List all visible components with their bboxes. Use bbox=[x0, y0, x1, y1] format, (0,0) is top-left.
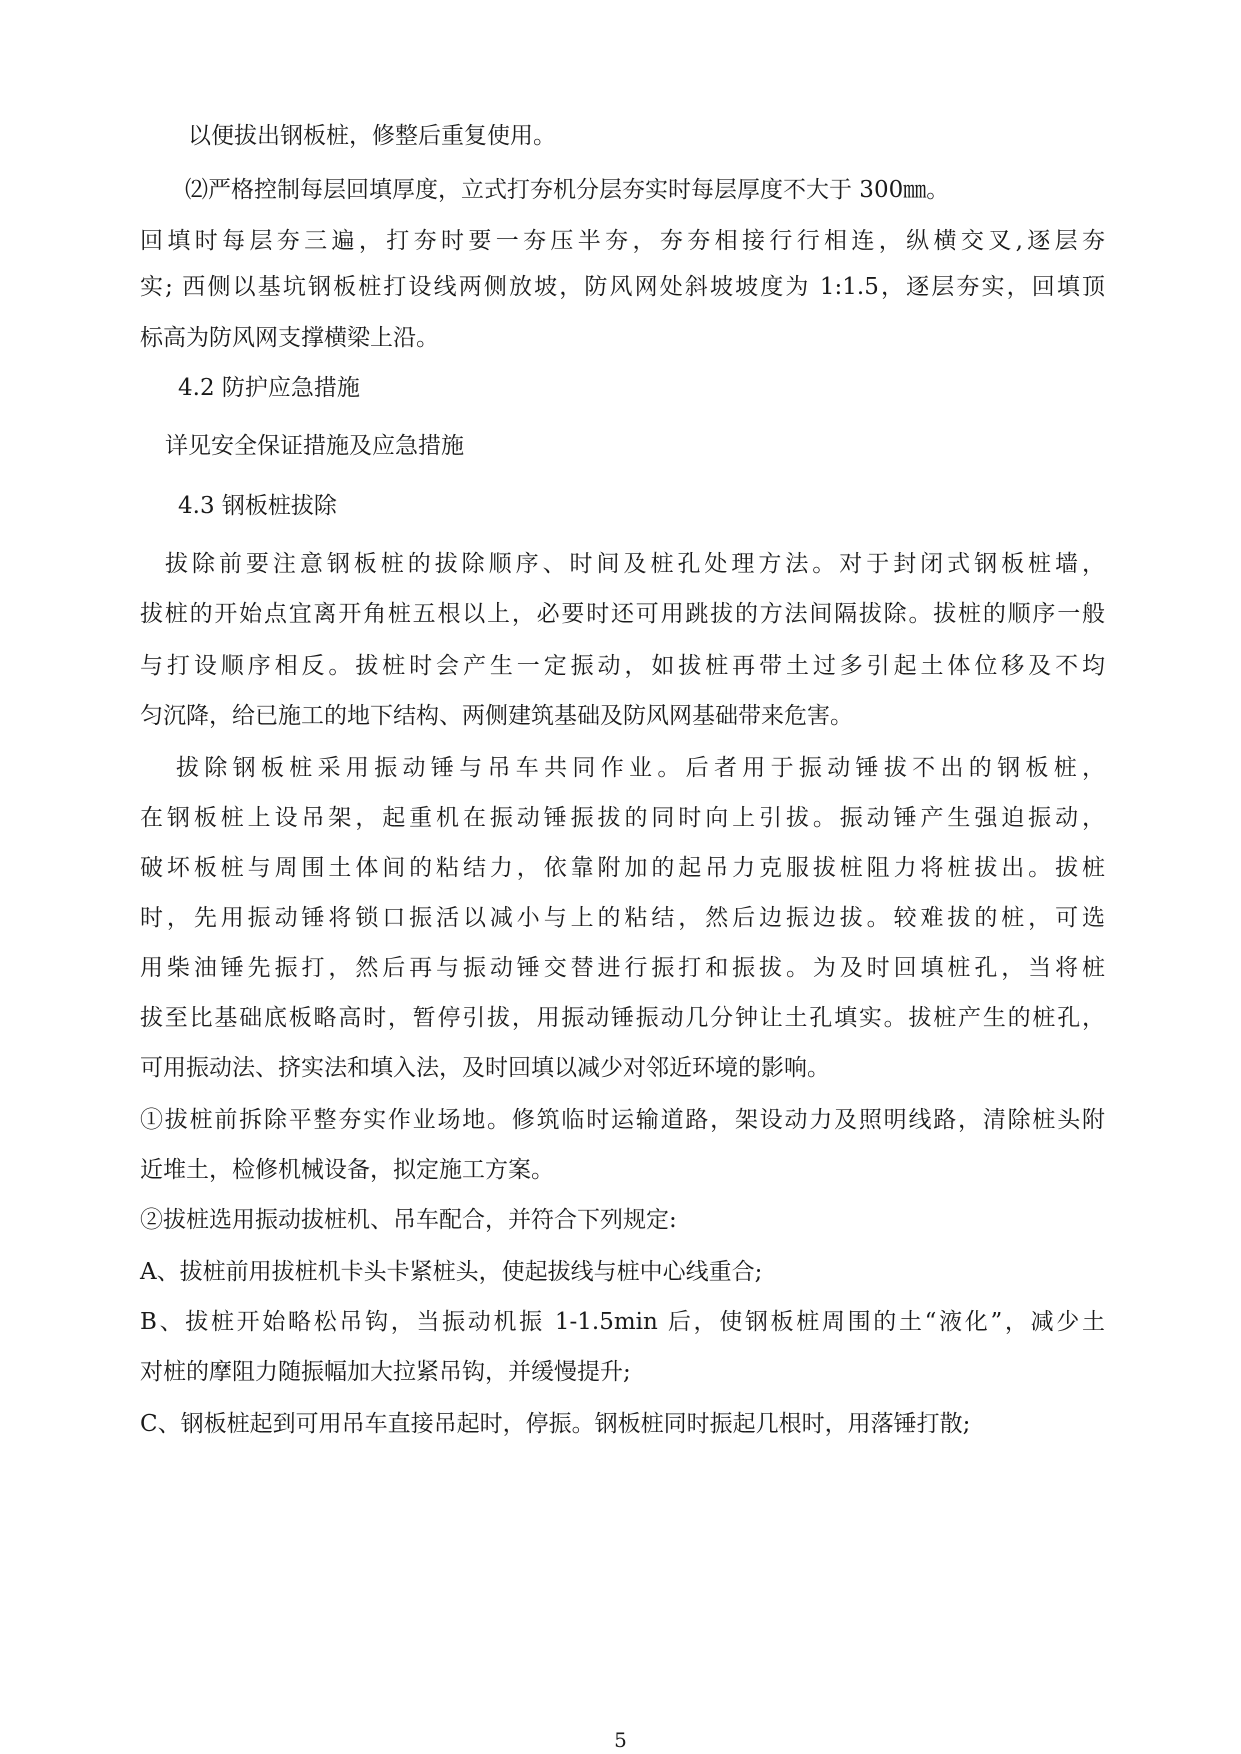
paragraph-line: 与打设顺序相反。拔桩时会产生一定振动，如拔桩再带土过多引起土体位移及不均 bbox=[140, 653, 1105, 679]
paragraph-line: 拔桩的开始点宜离开角桩五根以上，必要时还可用跳拔的方法间隔拔除。拔桩的顺序一般 bbox=[140, 601, 1105, 627]
section-heading: 4.3 钢板桩拔除 bbox=[178, 493, 337, 519]
list-item: B、拔桩开始略松吊钩，当振动机振 1-1.5min 后，使钢板桩周围的土“液化”，减少土 bbox=[140, 1309, 1105, 1335]
paragraph-line: 标高为防风网支撑横梁上沿。 bbox=[140, 325, 439, 351]
paragraph-line: 实; 西侧以基坑钢板桩打设线两侧放坡，防风网处斜坡坡度为 1:1.5，逐层夯实，回填顶 bbox=[140, 274, 1105, 300]
paragraph-line: 时，先用振动锤将锁口振活以减小与上的粘结，然后边振边拔。较难拔的桩，可选 bbox=[140, 905, 1105, 931]
list-item: ②拔桩选用振动拔桩机、吊车配合，并符合下列规定: bbox=[140, 1207, 677, 1233]
paragraph-line: 用柴油锤先振打，然后再与振动锤交替进行振打和振拔。为及时回填桩孔，当将桩 bbox=[140, 955, 1105, 981]
list-item-continuation: 对桩的摩阻力随振幅加大拉紧吊钩，并缓慢提升; bbox=[140, 1359, 631, 1385]
paragraph-line: 拔除钢板桩采用振动锤与吊车共同作业。后者用于振动锤拔不出的钢板桩， bbox=[176, 755, 1105, 781]
paragraph-line: 拔除前要注意钢板桩的拔除顺序、时间及桩孔处理方法。对于封闭式钢板桩墙， bbox=[165, 551, 1105, 577]
paragraph-line: ⑵严格控制每层回填厚度，立式打夯机分层夯实时每层厚度不大于 300㎜。 bbox=[185, 177, 950, 203]
section-heading: 4.2 防护应急措施 bbox=[178, 375, 360, 401]
list-item: ①拔桩前拆除平整夯实作业场地。修筑临时运输道路，架设动力及照明线路，清除桩头附 bbox=[140, 1107, 1105, 1133]
page-number: 5 bbox=[614, 1728, 627, 1752]
list-item: A、拔桩前用拔桩机卡头卡紧桩头，使起拔线与桩中心线重合; bbox=[140, 1259, 763, 1285]
paragraph-line: 拔至比基础底板略高时，暂停引拔，用振动锤振动几分钟让土孔填实。拔桩产生的桩孔， bbox=[140, 1005, 1105, 1031]
paragraph-line: 以便拔出钢板桩，修整后重复使用。 bbox=[188, 123, 556, 149]
list-item: C、钢板桩起到可用吊车直接吊起时，停振。钢板桩同时振起几根时，用落锤打散; bbox=[140, 1411, 971, 1437]
paragraph-line: 匀沉降，给已施工的地下结构、两侧建筑基础及防风网基础带来危害。 bbox=[140, 703, 853, 729]
paragraph-line: 回填时每层夯三遍，打夯时要一夯压半夯，夯夯相接行行相连，纵横交叉,逐层夯 bbox=[140, 228, 1105, 254]
paragraph-line: 破坏板桩与周围土体间的粘结力，依靠附加的起吊力克服拔桩阻力将桩拔出。拔桩 bbox=[140, 855, 1105, 881]
paragraph-line: 在钢板桩上设吊架，起重机在振动锤振拔的同时向上引拔。振动锤产生强迫振动， bbox=[140, 805, 1105, 831]
list-item-continuation: 近堆土，检修机械设备，拟定施工方案。 bbox=[140, 1157, 554, 1183]
paragraph-line: 详见安全保证措施及应急措施 bbox=[165, 433, 464, 459]
paragraph-line: 可用振动法、挤实法和填入法，及时回填以减少对邻近环境的影响。 bbox=[140, 1055, 830, 1081]
